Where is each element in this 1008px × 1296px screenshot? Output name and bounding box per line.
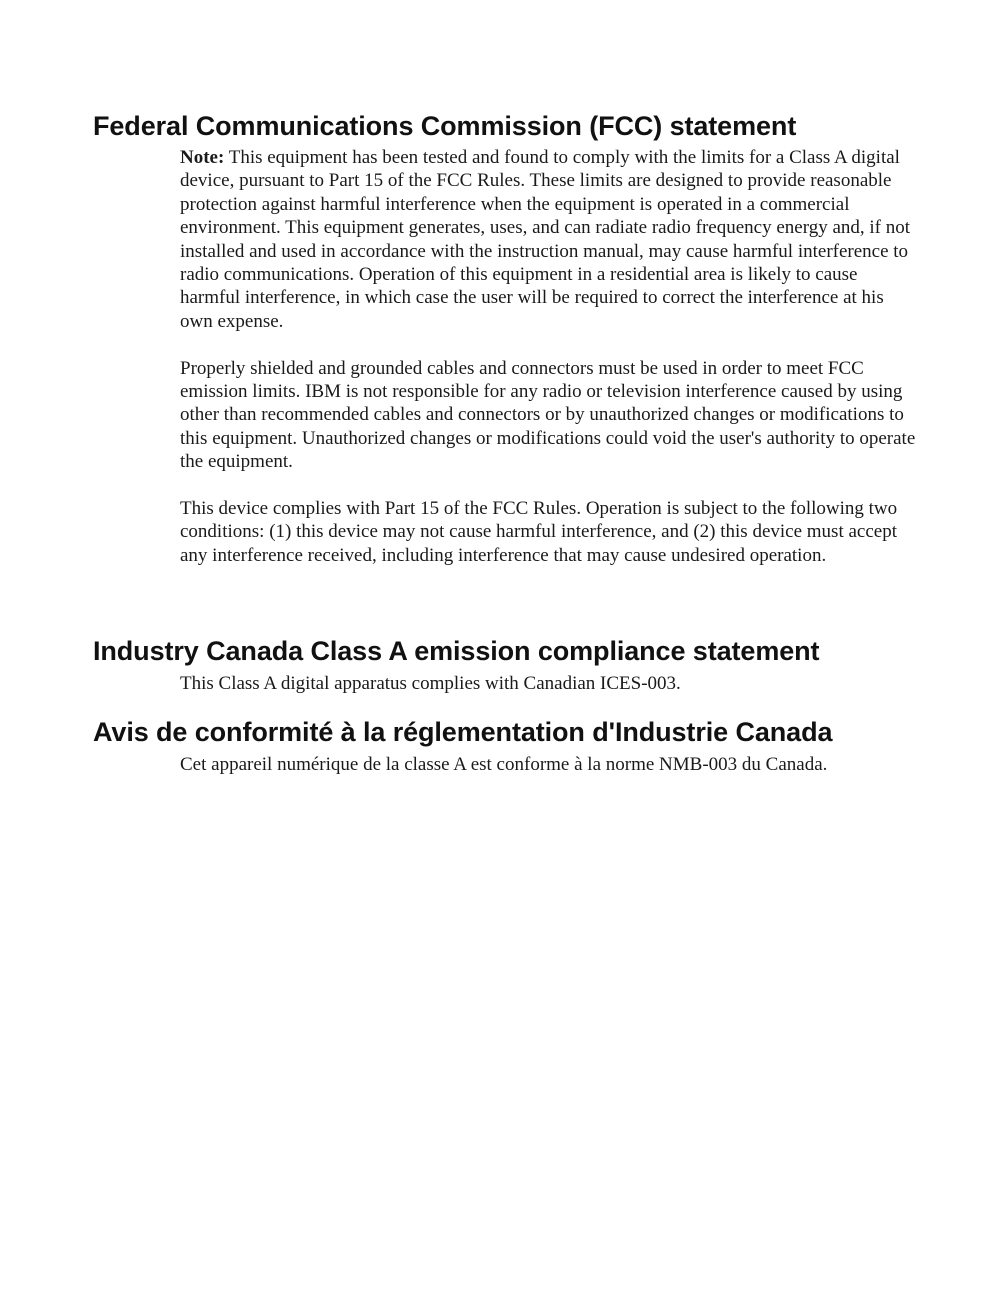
fcc-note-paragraph (180, 146, 920, 333)
fcc-conditions-paragraph: This device complies with Part 15 of the FCC Rules. Operation is subject to the following two conditions: (1) this device may not cause harmful interference, and (2) this device must accept any interference received, including interference that may cause undesired operation. (180, 498, 898, 566)
avis-conformite-heading: Avis de conformité à la réglementation d'Industrie Canada (93, 717, 833, 747)
industry-canada-body (180, 672, 920, 695)
note-label: Note: (180, 147, 225, 168)
fcc-statement-heading: Federal Communications Commission (FCC) statement (93, 111, 797, 141)
industry-canada-paragraph: This Class A digital apparatus complies with Canadian ICES-003. (180, 673, 681, 694)
fcc-note-text: This equipment has been tested and found to comply with the limits for a Class A digital device, pursuant to Part 15 of the FCC Rules. These limits are designed to provide reasonable protection against harmful interference when the equipment is operated in a commercial environment. This equipment generates, uses, and can radiate radio frequency energy and, if not installed and used in accordance with the instruction manual, may cause harmful interference to radio communications. Operation of this equipment in a residential area is likely to cause harmful interference, in which case the user will be required to correct the interference at his own expense. (180, 147, 911, 332)
industry-canada-heading: Industry Canada Class A emission compliance statement (93, 636, 820, 666)
fcc-statement-body (180, 146, 920, 567)
fcc-cables-paragraph: Properly shielded and grounded cables and connectors must be used in order to meet FCC emission limits. IBM is not responsible for any radio or television interference caused by using other than recommended cables and connectors or by unauthorized changes or modifications to this equipment. Unauthorized changes or modifications could void the user's authority to operate the equipment. (180, 357, 916, 473)
avis-conformite-paragraph: Cet appareil numérique de la classe A est conforme à la norme NMB-003 du Canada. (180, 754, 828, 775)
avis-conformite-body (180, 753, 920, 776)
